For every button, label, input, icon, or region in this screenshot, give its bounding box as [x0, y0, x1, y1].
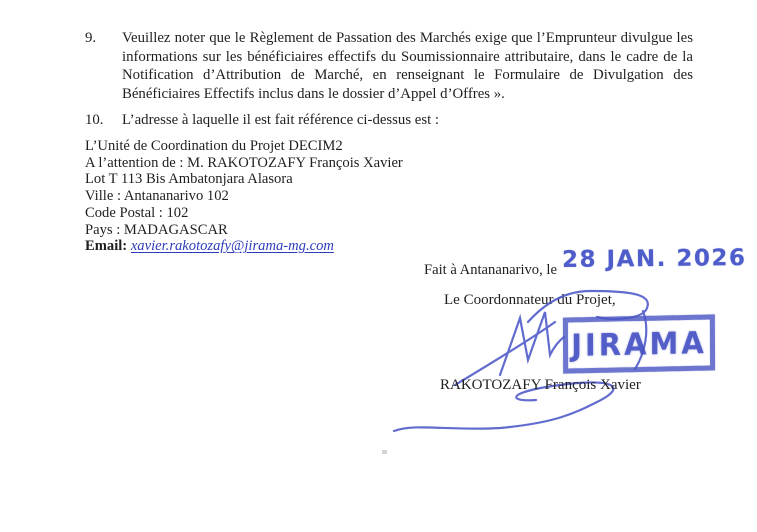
- paragraph-10-number: 10.: [85, 112, 104, 128]
- date-ink-stamp: 28 JAN. 2026: [561, 245, 747, 273]
- address-city-line: Ville : Antananarivo 102: [85, 188, 229, 205]
- jirama-stamp-text: JIRAMA: [571, 324, 707, 364]
- email-link[interactable]: xavier.rakotozafy@jirama-mg.com: [130, 238, 334, 255]
- paragraph-9: [85, 29, 693, 103]
- address-country-line: Pays : MADAGASCAR: [85, 221, 228, 238]
- email-label: Email:: [85, 238, 128, 255]
- address-email-line: [85, 238, 403, 255]
- paragraph-9-text: Veuillez noter que le Règlement de Passation des Marchés exige que l’Emprunteur divulgue les informations sur les bénéficiaires effectifs du Soumissionnaire attributaire, dans le cadre de la Notification d’Attribution de Marché, en renseignant le Formulaire de Divulgation des Bénéficiaires Effectifs inclus dans le dossier d’Appel d’Offres ».: [122, 30, 693, 102]
- scan-speck: [382, 450, 387, 454]
- address-block: [85, 138, 403, 255]
- address-street-line: Lot T 113 Bis Ambatonjara Alasora: [85, 171, 293, 188]
- signer-name: RAKOTOZAFY François Xavier: [440, 377, 641, 393]
- address-attention-line: A l’attention de : M. RAKOTOZAFY François Xavier: [85, 154, 403, 171]
- place-and-date-line: Fait à Antananarivo, le: [424, 262, 557, 278]
- jirama-ink-stamp: [563, 314, 715, 373]
- paragraph-9-number: 9.: [85, 30, 97, 46]
- paragraph-10: [85, 111, 693, 130]
- paragraph-10-text: L’adresse à laquelle il est fait référence ci-dessus est :: [122, 112, 440, 128]
- address-postal-line: Code Postal : 102: [85, 204, 189, 221]
- address-org-line: L’Unité de Coordination du Projet DECIM2: [85, 138, 343, 154]
- signer-title-line: Le Coordonnateur du Projet,: [444, 292, 616, 308]
